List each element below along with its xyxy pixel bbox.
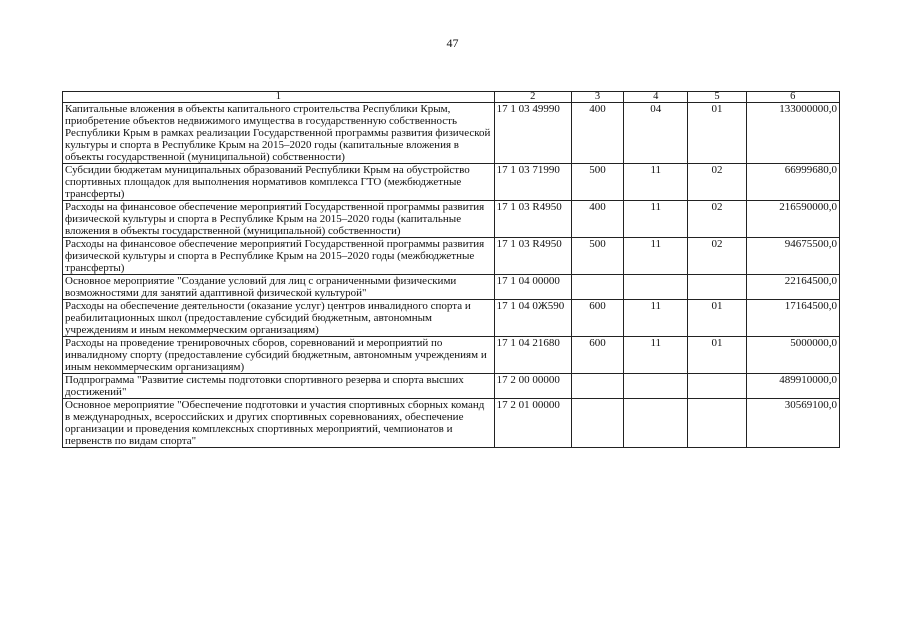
- table-row: [63, 275, 840, 300]
- row-type-cell: [571, 275, 623, 300]
- row-code-cell: 17 1 04 0Ж590: [494, 300, 571, 337]
- row-code-cell: 17 1 04 21680: [494, 337, 571, 374]
- row-amount-cell: 216590000,0: [746, 201, 839, 238]
- row-amount-cell: 17164500,0: [746, 300, 839, 337]
- row-subsection-cell: 02: [688, 201, 746, 238]
- row-code-cell: 17 2 00 00000: [494, 374, 571, 399]
- row-subsection-cell: 01: [688, 103, 746, 164]
- row-type-cell: 500: [571, 238, 623, 275]
- row-type-cell: 600: [571, 337, 623, 374]
- row-amount-cell: 133000000,0: [746, 103, 839, 164]
- row-subsection-cell: [688, 275, 746, 300]
- row-code-cell: 17 1 03 R4950: [494, 201, 571, 238]
- row-name-cell: Основное мероприятие "Обеспечение подготовки и участия спортивных сборных команд в международных, всероссийских и других спортивных соревнованиях, обеспечение организации и проведения комплексных спортивных мероприятий, чемпионатов и первенств по видам спорта": [63, 399, 495, 448]
- row-type-cell: 500: [571, 164, 623, 201]
- row-section-cell: 11: [624, 164, 688, 201]
- row-section-cell: 11: [624, 201, 688, 238]
- row-amount-cell: 22164500,0: [746, 275, 839, 300]
- row-code-cell: 17 1 03 R4950: [494, 238, 571, 275]
- row-name-cell: Расходы на проведение тренировочных сборов, соревнований и мероприятий по инвалидному спорту (предоставление субсидий бюджетным, автономным учреждениям и иным некоммерческим организациям): [63, 337, 495, 374]
- column-header-amount: 6: [746, 92, 839, 103]
- row-code-cell: 17 1 03 49990: [494, 103, 571, 164]
- row-section-cell: 11: [624, 238, 688, 275]
- row-name-cell: Капитальные вложения в объекты капитального строительства Республики Крым, приобретение объектов недвижимого имущества в государственную собственность Республики Крым в рамках реализации Государственной программы развития физической культуры и спорта в Республике Крым на 2015–2020 годы (капитальные вложения в объекты государственной (муниципальной) собственности): [63, 103, 495, 164]
- row-amount-cell: 30569100,0: [746, 399, 839, 448]
- row-type-cell: [571, 399, 623, 448]
- table-row: [63, 399, 840, 448]
- row-subsection-cell: [688, 374, 746, 399]
- table-row: [63, 337, 840, 374]
- row-amount-cell: 489910000,0: [746, 374, 839, 399]
- row-amount-cell: 5000000,0: [746, 337, 839, 374]
- row-name-cell: Расходы на финансовое обеспечение мероприятий Государственной программы развития физической культуры и спорта в Республике Крым на 2015–2020 годы (межбюджетные трансферты): [63, 238, 495, 275]
- row-subsection-cell: 02: [688, 164, 746, 201]
- row-section-cell: [624, 275, 688, 300]
- table-header-row: [63, 92, 840, 103]
- table-row: [63, 374, 840, 399]
- row-amount-cell: 66999680,0: [746, 164, 839, 201]
- row-name-cell: Подпрограмма "Развитие системы подготовки спортивного резерва и спорта высших достижений": [63, 374, 495, 399]
- row-type-cell: 400: [571, 201, 623, 238]
- row-subsection-cell: [688, 399, 746, 448]
- budget-table: [62, 91, 840, 448]
- column-header-section: 4: [624, 92, 688, 103]
- row-section-cell: [624, 399, 688, 448]
- row-subsection-cell: 02: [688, 238, 746, 275]
- row-code-cell: 17 1 04 00000: [494, 275, 571, 300]
- table-row: [63, 238, 840, 275]
- row-type-cell: [571, 374, 623, 399]
- row-code-cell: 17 1 03 71990: [494, 164, 571, 201]
- row-name-cell: Расходы на обеспечение деятельности (оказание услуг) центров инвалидного спорта и реабилитационных школ (предоставление субсидий бюджетным, автономным учреждениям и иным некоммерческим организациям): [63, 300, 495, 337]
- row-name-cell: Субсидии бюджетам муниципальных образований Республики Крым на обустройство спортивных площадок для выполнения нормативов комплекса ГТО (межбюджетные трансферты): [63, 164, 495, 201]
- row-name-cell: Основное мероприятие "Создание условий для лиц с ограниченными физическими возможностями для занятий адаптивной физической культурой": [63, 275, 495, 300]
- table-row: [63, 300, 840, 337]
- row-type-cell: 400: [571, 103, 623, 164]
- column-header-subsection: 5: [688, 92, 746, 103]
- column-header-expense-type: 3: [571, 92, 623, 103]
- row-name-cell: Расходы на финансовое обеспечение мероприятий Государственной программы развития физической культуры и спорта в Республике Крым на 2015–2020 годы (капитальные вложения в объекты государственной (муниципальной) собственности): [63, 201, 495, 238]
- row-code-cell: 17 2 01 00000: [494, 399, 571, 448]
- row-amount-cell: 94675500,0: [746, 238, 839, 275]
- table-row: [63, 164, 840, 201]
- row-subsection-cell: 01: [688, 337, 746, 374]
- row-section-cell: [624, 374, 688, 399]
- row-subsection-cell: 01: [688, 300, 746, 337]
- page-number: 47: [446, 36, 459, 50]
- row-type-cell: 600: [571, 300, 623, 337]
- column-header-code: 2: [494, 92, 571, 103]
- table-row: [63, 201, 840, 238]
- table-row: [63, 103, 840, 164]
- row-section-cell: 11: [624, 337, 688, 374]
- column-header-name: 1: [63, 92, 495, 103]
- row-section-cell: 11: [624, 300, 688, 337]
- row-section-cell: 04: [624, 103, 688, 164]
